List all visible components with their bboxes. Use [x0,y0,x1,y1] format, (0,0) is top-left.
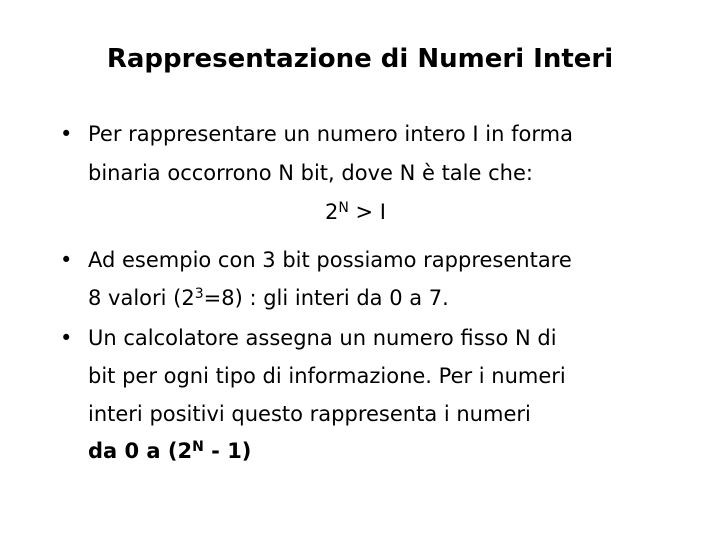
bullet-3-line-1: Un calcolatore assegna un numero fisso N di [88,326,557,350]
formula-exponent: N [338,200,349,216]
bullet-2-line-2-pre: 8 valori (2 [88,286,195,310]
formula-rest: > I [348,200,386,224]
bullet-3-marker: • [60,326,73,350]
slide-title: Rappresentazione di Numeri Interi [106,44,614,74]
bullet-3-line-2: bit per ogni tipo di informazione. Per i numeri [88,364,566,388]
bullet-2-line-2-post: =8) : gli interi da 0 a 7. [203,286,449,310]
bullet-2-line-2 [88,286,449,310]
bullet-3-exponent: N [192,439,204,455]
bullet-2-exponent: 3 [194,286,204,302]
bullet-3-line-4-pre: da 0 a (2 [88,439,193,463]
formula [325,200,386,224]
bullet-3-line-3: interi positivi questo rappresenta i numeri [88,402,531,426]
bullet-3-line-4 [88,439,251,463]
bullet-3-line-4-post: - 1) [203,439,252,463]
bullet-2-marker: • [60,248,73,272]
bullet-2-line-1: Ad esempio con 3 bit possiamo rappresentare [88,248,572,272]
formula-base: 2 [325,200,339,224]
bullet-1-marker: • [60,122,73,146]
bullet-1-line-1: Per rappresentare un numero intero I in forma [88,122,573,146]
bullet-1-line-2: binaria occorrono N bit, dove N è tale che: [88,161,533,185]
